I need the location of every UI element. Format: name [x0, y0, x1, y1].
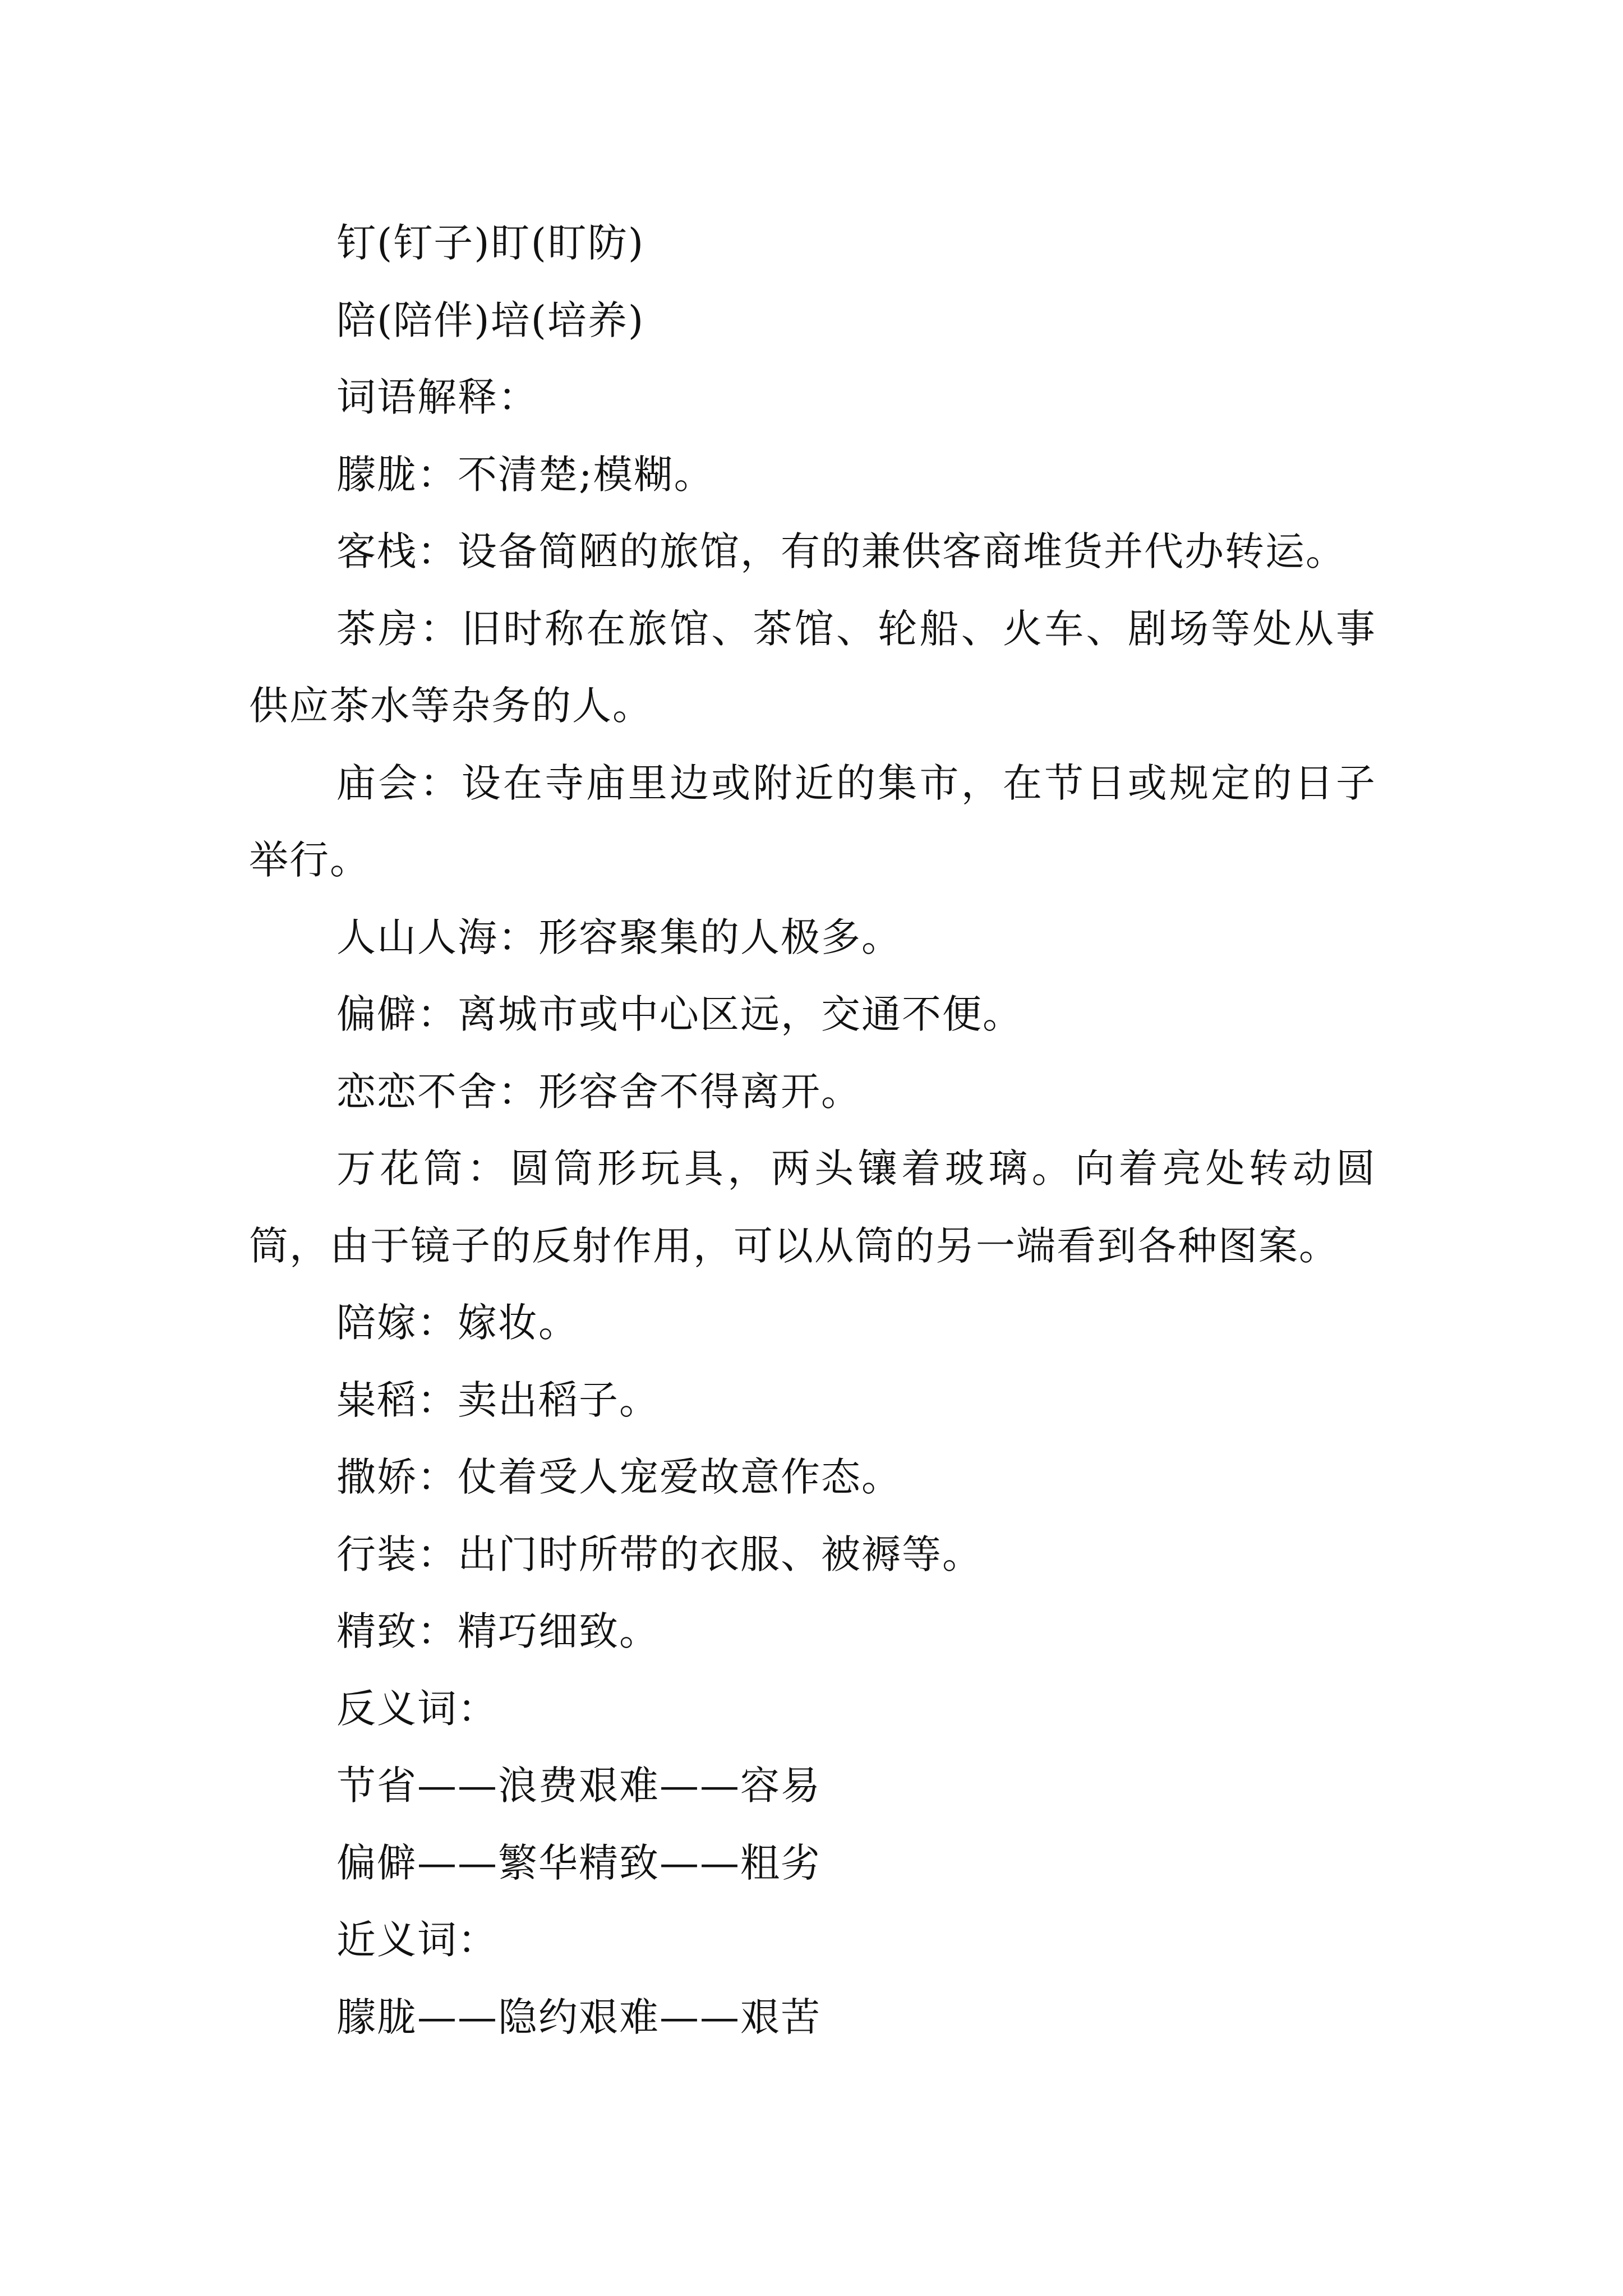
antonym-pair-2: 偏僻——繁华精致——粗劣	[336, 1839, 821, 1886]
section-heading-word-explanations: 词语解释：	[336, 374, 538, 420]
antonym-pair-1: 节省——浪费艰难——容易	[336, 1763, 821, 1809]
definition-kezhan: 客栈：设备简陋的旅馆，有的兼供客商堆货并代办转运。	[336, 528, 1346, 574]
section-heading-synonyms: 近义词：	[336, 1917, 498, 1963]
synonym-pair-1: 朦胧——隐约艰难——艰苦	[336, 1994, 821, 2040]
definition-renshanrenhai: 人山人海：形容聚集的人极多。	[336, 914, 902, 960]
section-heading-antonyms: 反义词：	[336, 1685, 498, 1732]
document-body	[249, 205, 1376, 2056]
definition-sajiao: 撒娇：仗着受人宠爱故意作态。	[336, 1454, 902, 1500]
definition-menglong: 朦胧：不清楚;模糊。	[336, 451, 714, 498]
definition-lianlianbushe: 恋恋不舍：形容舍不得离开。	[336, 1068, 861, 1115]
definition-chafang: 茶房：旧时称在旅馆、茶馆、轮船、火车、剧场等处从事供应茶水等杂务的人。	[249, 605, 1376, 729]
definition-xingzhuang: 行装：出门时所带的衣服、被褥等。	[336, 1531, 983, 1577]
definition-tiaodao: 粜稻：卖出稻子。	[336, 1377, 660, 1423]
definition-pianpi: 偏僻：离城市或中心区远，交通不便。	[336, 991, 1023, 1037]
definition-peijia: 陪嫁：嫁妆。	[336, 1300, 579, 1346]
paragraph-line-1: 钉(钉子)盯(盯防)	[336, 220, 645, 266]
definition-miaohui: 庙会：设在寺庙里边或附近的集市，在节日或规定的日子举行。	[249, 760, 1376, 883]
paragraph-line-2: 陪(陪伴)培(培养)	[336, 297, 645, 343]
definition-jingzhi: 精致：精巧细致。	[336, 1608, 660, 1654]
definition-wanhuatong: 万花筒：圆筒形玩具，两头镶着玻璃。向着亮处转动圆筒，由于镜子的反射作用，可以从筒的另一端看到各种图案。	[249, 1145, 1376, 1269]
